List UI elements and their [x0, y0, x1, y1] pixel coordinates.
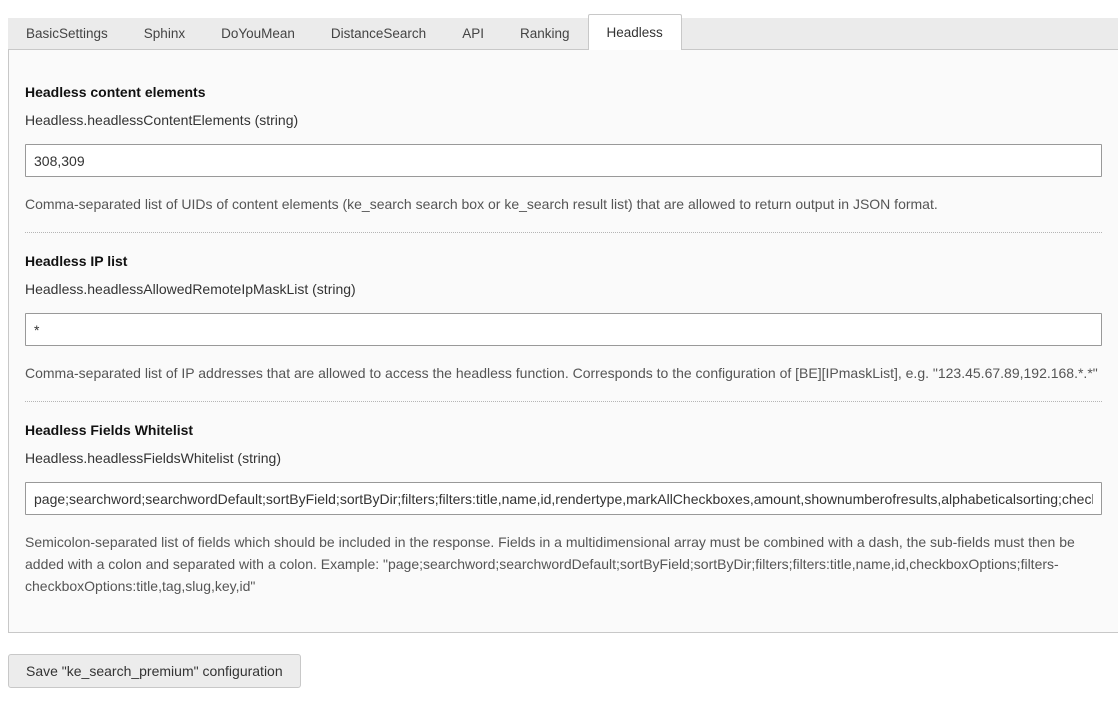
tab-headless[interactable]: Headless	[588, 14, 682, 50]
field-label: Headless.headlessFieldsWhitelist (string)	[25, 450, 281, 466]
section-heading: Headless IP list	[25, 253, 128, 269]
tab-distancesearch[interactable]: DistanceSearch	[330, 26, 427, 41]
section-heading: Headless Fields Whitelist	[25, 422, 194, 438]
tab-bar	[8, 18, 1118, 49]
tab-api[interactable]: API	[462, 26, 484, 41]
field-description: Comma-separated list of UIDs of content elements (ke_search search box or ke_search result list) that are allowed to return output in JSON format.	[25, 196, 938, 212]
headless-ip-list-input[interactable]	[25, 313, 1102, 346]
field-description: Semicolon-separated list of fields which should be included in the response. Fields in a multidimensional array must be combined with a dash, the sub-fields must then be added with a colon and separated with a colon. Example: "page;searchword;searchwordDefault;sortByField;sortByDir;filters;filters:title,name,id,checkboxOptions;filters-checkboxOptions:title,tag,slug,key,id"	[25, 534, 1075, 594]
save-configuration-button[interactable]: Save "ke_search_premium" configuration	[8, 654, 301, 688]
tab-sphinx[interactable]: Sphinx	[143, 26, 186, 41]
section-headless-ip-list	[25, 253, 1102, 384]
section-divider	[25, 232, 1102, 233]
settings-panel	[8, 49, 1118, 633]
tab-ranking[interactable]: Ranking	[519, 26, 570, 41]
headless-content-elements-input[interactable]	[25, 144, 1102, 177]
tab-basicsettings[interactable]: BasicSettings	[26, 26, 108, 41]
field-label: Headless.headlessAllowedRemoteIpMaskList (string)	[25, 281, 356, 297]
field-description: Comma-separated list of IP addresses that are allowed to access the headless function. Corresponds to the configuration of [BE][IPmaskList], e.g. "123.45.67.89,192.168.*.*"	[25, 365, 1098, 381]
section-heading: Headless content elements	[25, 84, 206, 100]
headless-fields-whitelist-input[interactable]	[25, 482, 1102, 515]
section-divider	[25, 401, 1102, 402]
section-headless-content-elements	[25, 84, 1102, 215]
section-headless-fields-whitelist	[25, 422, 1102, 597]
field-label: Headless.headlessContentElements (string)	[25, 112, 299, 128]
tab-doyoumean[interactable]: DoYouMean	[221, 26, 295, 41]
